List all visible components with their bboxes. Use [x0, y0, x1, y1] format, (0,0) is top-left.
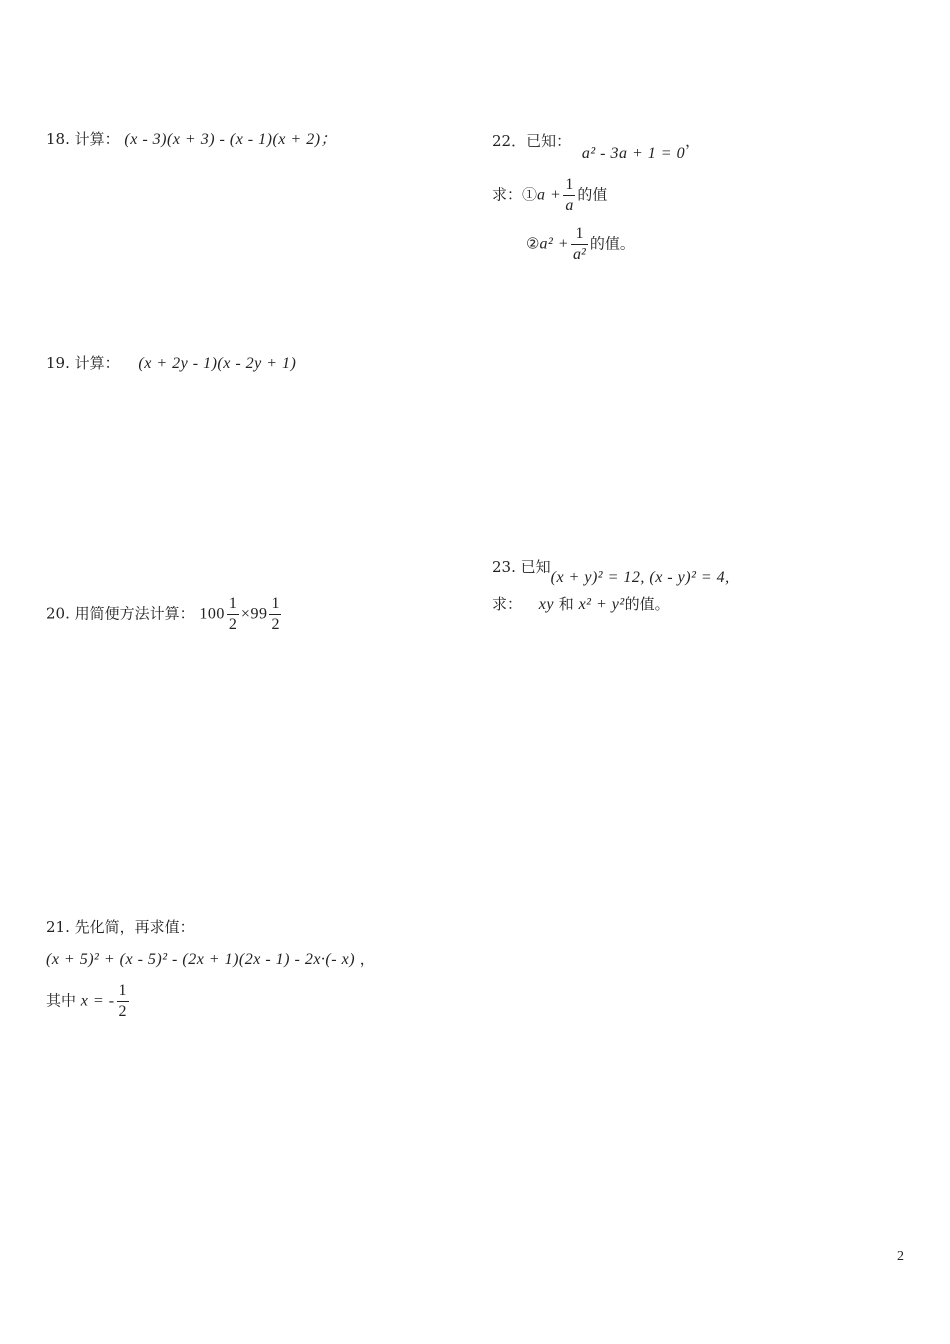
question-21-expression-row	[46, 950, 375, 969]
question-20-label: 20. 用简便方法计算：	[46, 604, 195, 623]
question-21-fraction	[117, 981, 129, 1022]
question-23-header	[492, 558, 730, 586]
question-18	[46, 130, 337, 149]
question-23-condition: (x + y)² = 12, (x - y)² = 4,	[550, 569, 730, 586]
question-23-sum: x² + y²	[578, 596, 625, 614]
question-23-and: 和	[558, 595, 574, 614]
fraction-2-numerator: 1	[269, 594, 281, 615]
mixed-number-whole-2: 99	[250, 605, 268, 623]
question-21	[46, 918, 375, 1022]
mixed-number-whole-1: 100	[199, 605, 225, 623]
question-22-condition: a² - 3a + 1 = 0	[581, 145, 686, 162]
question-21-comma: ，	[359, 950, 375, 968]
question-23-ask: 求：	[492, 595, 523, 614]
question-20	[46, 594, 283, 635]
question-23-ask-row	[492, 595, 730, 614]
question-22-fraction-2-numerator: 1	[571, 224, 588, 245]
fraction-1-numerator: 1	[227, 594, 239, 615]
page-number: 2	[897, 1249, 904, 1264]
question-19-expression: (x + 2y - 1)(x - 2y + 1)	[138, 355, 297, 372]
question-23-label: 23. 已知	[492, 558, 551, 576]
question-23	[492, 558, 730, 614]
question-21-where: 其中	[46, 991, 77, 1010]
question-22-fraction-2-denominator: a²	[573, 246, 586, 264]
question-21-condition: x = -	[80, 992, 115, 1010]
question-19	[46, 354, 296, 373]
times-sign: ×	[240, 605, 251, 623]
question-18-label: 18. 计算：	[46, 130, 120, 148]
question-22-part-2	[492, 224, 700, 265]
question-22-part-1-suffix: 的值	[577, 185, 608, 204]
fraction-2-denominator: 2	[271, 616, 280, 633]
fraction-1	[227, 594, 239, 635]
question-18-expression: (x - 3)(x + 3) - (x - 1)(x + 2)；	[124, 131, 338, 148]
question-22-circle-2: ②	[526, 234, 540, 253]
question-21-condition-row	[46, 981, 375, 1022]
question-22-comma: ，	[685, 132, 701, 150]
question-22-part-2-expr: a² +	[539, 235, 570, 253]
question-22-label: 22．已知：	[492, 132, 572, 150]
question-19-label: 19. 计算：	[46, 354, 120, 372]
question-22-fraction-1	[563, 175, 575, 216]
question-22-part-1	[492, 175, 700, 216]
question-21-expression: (x + 5)² + (x - 5)² - (2x + 1)(2x - 1) - 2x·(- x)	[46, 951, 356, 968]
question-21-denominator: 2	[118, 1003, 127, 1021]
fraction-2	[269, 594, 281, 635]
question-21-numerator: 1	[117, 981, 129, 1002]
question-22-header	[492, 132, 701, 162]
question-22	[492, 132, 700, 265]
question-22-part-2-suffix: 的值。	[589, 234, 635, 253]
question-22-fraction-1-denominator: a	[565, 197, 574, 215]
question-22-ask: 求：①	[492, 185, 538, 204]
fraction-1-denominator: 2	[228, 616, 237, 633]
question-23-suffix: 的值。	[624, 595, 670, 614]
question-22-fraction-1-numerator: 1	[563, 175, 575, 196]
question-23-xy: xy	[538, 596, 554, 614]
question-22-fraction-2	[571, 224, 588, 265]
question-22-part-1-expr: a +	[537, 186, 562, 204]
question-21-label: 21. 先化简，再求值：	[46, 918, 195, 936]
